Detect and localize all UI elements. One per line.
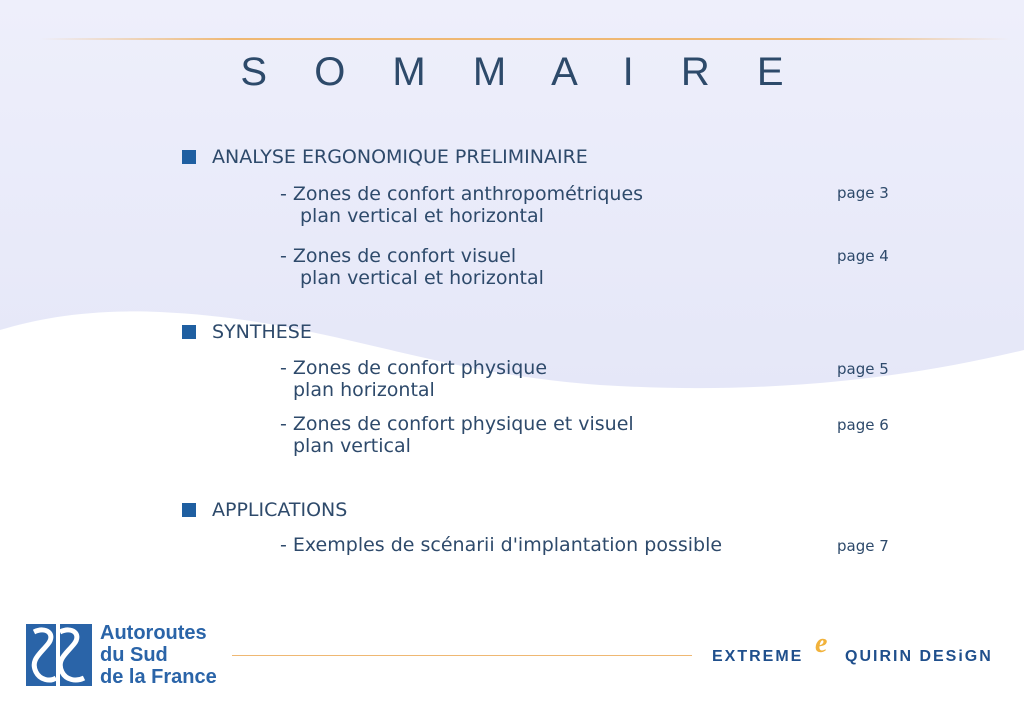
toc-item-line1: - Zones de confort anthropométriques xyxy=(280,183,644,205)
eq-logo-left: EXTREME xyxy=(712,648,804,665)
page-number: page 5 xyxy=(837,360,889,378)
section-analyse xyxy=(182,146,588,168)
toc-item-line1: - Zones de confort visuel xyxy=(280,245,517,267)
toc-item-line2: plan horizontal xyxy=(293,379,435,401)
toc-item[interactable] xyxy=(280,357,547,401)
section-heading: ANALYSE ERGONOMIQUE PRELIMINAIRE xyxy=(212,146,588,168)
asf-logo-text xyxy=(100,622,217,688)
toc-item-line1: - Zones de confort physique xyxy=(280,357,548,379)
section-applications xyxy=(182,499,347,521)
section-heading: APPLICATIONS xyxy=(212,499,348,521)
toc-item[interactable] xyxy=(280,413,634,457)
asf-line2: du Sud xyxy=(100,644,168,666)
asf-line3: de la France xyxy=(100,666,217,688)
section-heading: SYNTHESE xyxy=(212,321,312,343)
toc-item-line1: - Zones de confort physique et visuel xyxy=(280,413,634,435)
page-title: S O M M A I R E xyxy=(240,50,802,94)
eq-logo-right: QUIRIN DESiGN xyxy=(845,648,993,665)
page-number: page 6 xyxy=(837,416,889,434)
page-number: page 3 xyxy=(837,184,889,202)
asf-line1: Autoroutes xyxy=(100,622,207,644)
asf-logo-icon xyxy=(26,624,92,686)
toc-item-line1: - Exemples de scénarii d'implantation possible xyxy=(280,534,723,556)
toc-item-line2: plan vertical et horizontal xyxy=(300,205,544,227)
section-synthese xyxy=(182,321,312,343)
square-bullet-icon xyxy=(182,503,196,517)
footer-divider xyxy=(232,655,692,656)
square-bullet-icon xyxy=(182,325,196,339)
top-divider xyxy=(40,38,1010,40)
toc-item[interactable] xyxy=(280,245,544,289)
eq-logo-mark: e xyxy=(815,628,828,659)
page-number: page 7 xyxy=(837,537,889,555)
toc-item-line2: plan vertical xyxy=(293,435,411,457)
page-number: page 4 xyxy=(837,247,889,265)
toc-item[interactable] xyxy=(280,183,643,227)
square-bullet-icon xyxy=(182,150,196,164)
toc-item-line2: plan vertical et horizontal xyxy=(300,267,544,289)
toc-item[interactable] xyxy=(280,534,722,556)
